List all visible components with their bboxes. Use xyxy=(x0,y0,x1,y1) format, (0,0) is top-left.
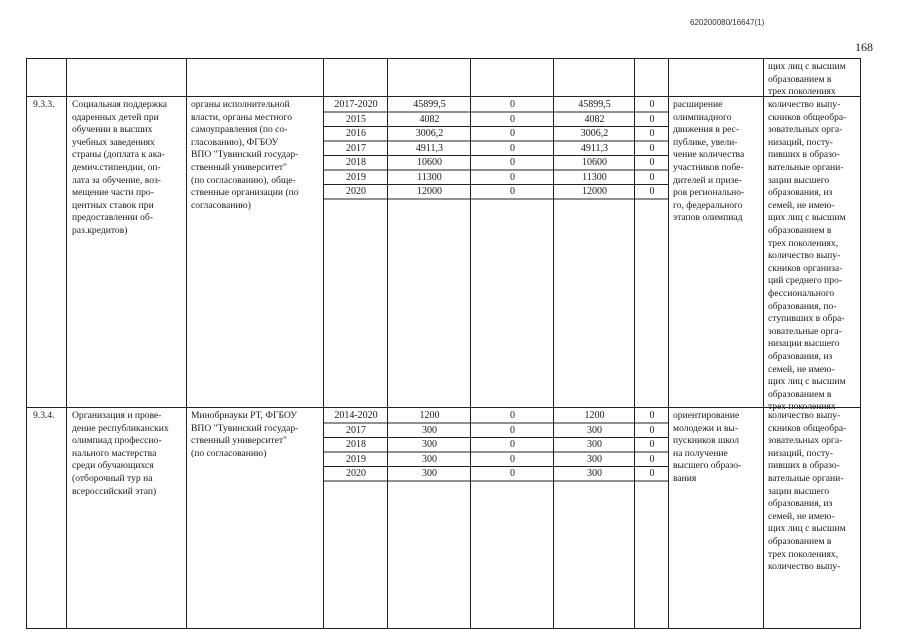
year-other: 0 xyxy=(649,468,655,479)
text-line: дение республиканских xyxy=(72,422,169,434)
text-line: Минобрнауки РТ, ФГБОУ xyxy=(191,410,298,421)
text-line: щих лиц с высшим xyxy=(768,61,846,72)
year-rep: 4082 xyxy=(584,113,605,125)
text-line: страны (доплата к ака- xyxy=(72,149,165,161)
text-line: низаций, посту- xyxy=(768,136,834,148)
text-line: (по согласованию), обще- xyxy=(191,174,296,186)
year-fed: 0 xyxy=(510,171,515,183)
text-line: публике, увели- xyxy=(673,136,738,148)
text-line: скников организа- xyxy=(768,262,843,274)
text-line: высшего образо- xyxy=(673,460,742,472)
text-line: одаренных детей при xyxy=(72,111,159,123)
text-line: количество выпу- xyxy=(768,410,841,421)
text-line: зации высшего xyxy=(768,485,830,497)
year-total: 3006,2 xyxy=(415,128,444,139)
year-total: 12000 xyxy=(417,186,442,197)
text-line: вания xyxy=(673,473,697,484)
year-fed: 0 xyxy=(510,157,515,168)
text-line: трех поколениях, xyxy=(768,548,839,560)
text-line: ВПО "Тувинский государ- xyxy=(191,422,299,434)
text-line: количество выпу- xyxy=(768,561,841,573)
text-line: зовательных орга- xyxy=(768,435,843,447)
text-line: образования, из xyxy=(768,187,833,199)
text-line: обучении в высших xyxy=(72,124,153,136)
year-other: 0 xyxy=(649,113,655,125)
text-line: учебных заведениях xyxy=(72,136,155,148)
text-line: количество выпу- xyxy=(768,250,841,262)
text-line: участников побе- xyxy=(673,162,744,173)
text-line: скников общеобра- xyxy=(768,111,847,123)
text-line: зовательные орга- xyxy=(768,325,842,337)
text-line: низации высшего xyxy=(768,338,840,350)
text-line: ственный университет" xyxy=(191,435,287,447)
year-rep: 10600 xyxy=(582,157,607,168)
year-other: 0 xyxy=(649,157,655,168)
year-total: 1200 xyxy=(419,410,440,421)
text-line: нального мастерства xyxy=(72,447,157,459)
text-line: вательные органи- xyxy=(768,473,844,484)
page-number: 168 xyxy=(855,40,873,54)
year-year: 2018 xyxy=(346,439,366,450)
text-line: (по согласованию) xyxy=(191,447,267,459)
text-line: трех поколениях, xyxy=(768,237,839,249)
text-line: щих лиц с высшим xyxy=(768,376,846,388)
text-line: ций среднего про- xyxy=(768,275,843,287)
year-total: 4911,3 xyxy=(415,142,444,154)
text-line: олимпиад профессио- xyxy=(72,435,162,447)
text-line: трех поколениях xyxy=(768,86,836,98)
year-fed: 0 xyxy=(510,439,515,450)
text-line: образованием в xyxy=(768,73,832,85)
text-line: вательные органи- xyxy=(768,162,844,173)
text-line: образования, по- xyxy=(768,300,837,312)
year-year: 2014-2020 xyxy=(334,410,378,421)
text-line: семей, не имею- xyxy=(768,363,835,375)
text-line: Организация и прове- xyxy=(72,410,162,421)
text-line: расширение xyxy=(673,99,723,110)
year-year: 2017 xyxy=(346,142,366,154)
text-line: ориентирование xyxy=(673,410,740,421)
year-year: 2019 xyxy=(346,171,366,183)
text-line: движения в рес- xyxy=(673,124,740,136)
text-line: мещение части про- xyxy=(72,187,154,199)
text-line: семей, не имею- xyxy=(768,510,835,522)
text-line: Социальная поддержка xyxy=(72,99,168,110)
text-line: ров регионально- xyxy=(673,187,745,199)
text-line: (отборочный тур на xyxy=(72,473,153,484)
text-line: ступивших в обра- xyxy=(768,313,845,325)
text-line: всероссийский этап) xyxy=(72,485,157,497)
text-line: низаций, посту- xyxy=(768,447,834,459)
text-line: пускников школ xyxy=(673,435,740,447)
text-line: демич.стипендии, оп- xyxy=(72,162,161,173)
activity-code: 9.3.3. xyxy=(33,99,55,110)
year-rep: 45899,5 xyxy=(578,99,611,110)
text-line: образованием в xyxy=(768,536,832,547)
year-total: 10600 xyxy=(417,157,442,168)
year-other: 0 xyxy=(649,99,655,110)
text-line: ственный университет" xyxy=(191,162,287,173)
year-total: 11300 xyxy=(417,171,442,183)
text-line: ВПО "Тувинский государ- xyxy=(191,149,299,161)
year-other: 0 xyxy=(649,439,655,450)
year-other: 0 xyxy=(649,128,655,139)
year-other: 0 xyxy=(649,424,655,436)
year-year: 2016 xyxy=(346,128,366,139)
text-line: центных ставок при xyxy=(72,199,154,211)
year-year: 2020 xyxy=(346,186,366,197)
year-year: 2019 xyxy=(346,453,366,465)
year-fed: 0 xyxy=(510,142,515,154)
year-rep: 300 xyxy=(587,439,602,450)
text-line: образованием в xyxy=(768,388,832,400)
text-line: пивших в образо- xyxy=(768,149,840,161)
text-line: олимпиадного xyxy=(673,111,732,123)
year-total: 45899,5 xyxy=(413,99,446,110)
text-line: образования, из xyxy=(768,351,833,362)
year-total: 4082 xyxy=(419,113,440,125)
text-line: предоставлении об- xyxy=(72,212,153,224)
year-fed: 0 xyxy=(510,424,515,436)
year-fed: 0 xyxy=(510,113,515,125)
year-rep: 1200 xyxy=(584,410,605,421)
year-rep: 3006,2 xyxy=(580,128,609,139)
text-line: власти, органы местного xyxy=(191,111,293,123)
year-total: 300 xyxy=(422,424,437,436)
year-fed: 0 xyxy=(510,186,515,197)
text-line: образования, из xyxy=(768,498,833,510)
year-year: 2017 xyxy=(346,424,366,436)
text-line: пивших в образо- xyxy=(768,460,840,472)
year-year: 2018 xyxy=(346,157,366,168)
text-line: гласованию), ФГБОУ xyxy=(191,136,279,148)
text-line: трех поколениях xyxy=(768,401,836,413)
text-line: щих лиц с высшим xyxy=(768,523,846,535)
year-fed: 0 xyxy=(510,453,515,465)
year-year: 2015 xyxy=(346,113,366,125)
text-line: зации высшего xyxy=(768,174,830,186)
text-line: органы исполнительной xyxy=(191,99,290,110)
text-line: лата за обучение, воз- xyxy=(72,174,161,186)
text-line: ственные организации (по xyxy=(191,187,299,199)
year-total: 300 xyxy=(422,468,437,479)
text-line: го, федерального xyxy=(673,199,743,211)
text-line: среди обучающихся xyxy=(72,460,154,472)
year-fed: 0 xyxy=(510,410,515,421)
year-rep: 4911,3 xyxy=(580,142,609,154)
text-line: раз.кредитов) xyxy=(72,225,128,236)
text-line: образованием в xyxy=(768,225,832,236)
year-other: 0 xyxy=(649,171,655,183)
year-fed: 0 xyxy=(510,468,515,479)
year-other: 0 xyxy=(649,186,655,197)
text-line: зовательных орга- xyxy=(768,124,843,136)
year-rep: 300 xyxy=(587,453,602,465)
text-line: семей, не имею- xyxy=(768,199,835,211)
text-line: чение количества xyxy=(673,149,745,161)
text-line: на получение xyxy=(673,447,728,459)
text-line: самоуправления (по со- xyxy=(191,124,288,136)
program-activities-table xyxy=(26,58,861,629)
text-line: количество выпу- xyxy=(768,99,841,110)
year-year: 2017-2020 xyxy=(334,99,378,110)
text-line: дителей и призе- xyxy=(673,174,742,186)
year-other: 0 xyxy=(649,142,655,154)
text-line: этапов олимпиад xyxy=(673,212,743,224)
year-rep: 11300 xyxy=(582,171,607,183)
text-line: согласованию) xyxy=(191,199,251,211)
year-year: 2020 xyxy=(346,468,366,479)
year-fed: 0 xyxy=(510,99,515,110)
year-rep: 12000 xyxy=(582,186,607,197)
text-line: фессионального xyxy=(768,288,835,299)
document-number: 620200080/16647(1) xyxy=(690,18,765,27)
text-line: молодежи и вы- xyxy=(673,422,739,434)
year-fed: 0 xyxy=(510,128,515,139)
year-other: 0 xyxy=(649,410,655,421)
year-total: 300 xyxy=(422,439,437,450)
year-rep: 300 xyxy=(587,468,602,479)
text-line: щих лиц с высшим xyxy=(768,212,846,224)
text-line: скников общеобра- xyxy=(768,422,847,434)
year-rep: 300 xyxy=(587,424,602,436)
year-total: 300 xyxy=(422,453,437,465)
year-other: 0 xyxy=(649,453,655,465)
activity-code: 9.3.4. xyxy=(33,410,55,421)
